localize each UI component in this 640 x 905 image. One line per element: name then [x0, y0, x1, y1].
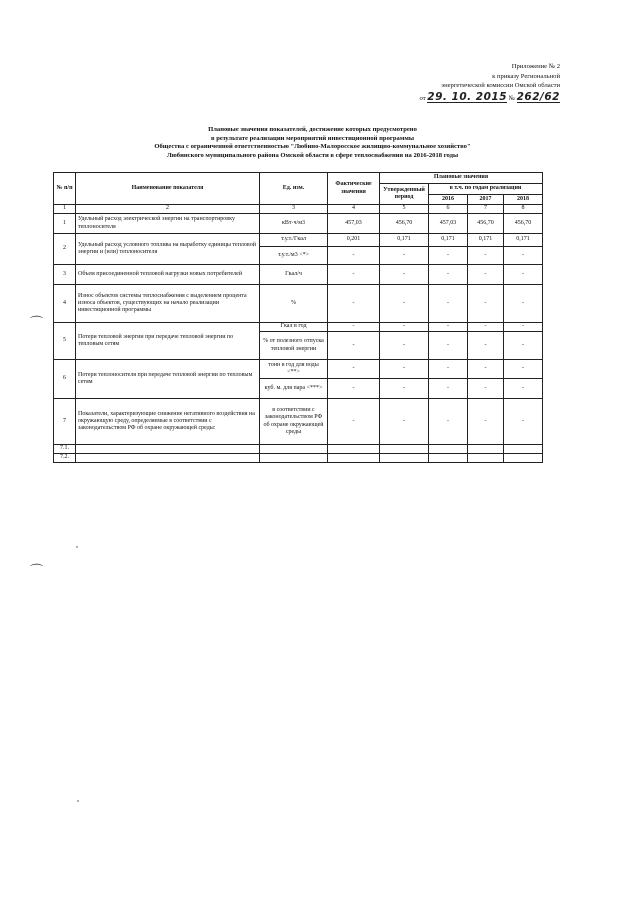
- table-row: [54, 214, 543, 234]
- row-value: -: [468, 399, 504, 445]
- row-value: -: [429, 323, 468, 332]
- table-row: [54, 265, 543, 285]
- empty-cell: [504, 454, 543, 463]
- row-num: 1: [54, 214, 76, 234]
- colnum: 5: [380, 205, 429, 214]
- title-line-2: в результате реализации мероприятий инвестиционной программы: [210, 134, 414, 142]
- row-value: -: [328, 360, 380, 379]
- row-unit: тонн в год для воды <**>: [260, 360, 328, 379]
- row-value: 0,171: [429, 234, 468, 247]
- table-row: [54, 360, 543, 379]
- row-name: Удельный расход условного топлива на выработку единицы тепловой энергии и (или) теплоносителя: [76, 234, 260, 265]
- row-num: 7.1.: [54, 445, 76, 454]
- row-value: -: [328, 399, 380, 445]
- row-value: -: [328, 285, 380, 323]
- row-name: Износ объектов системы теплоснабжения с выделением процента износа объектов, существующих на начало реализации инвестиционной программы: [76, 285, 260, 323]
- row-unit: куб. м. для пара <***>: [260, 379, 328, 399]
- colnum: 7: [468, 205, 504, 214]
- row-value: -: [328, 379, 380, 399]
- row-value: -: [468, 265, 504, 285]
- title-line-1: Плановые значения показателей, достижение которых предусмотрено: [208, 126, 417, 133]
- indicators-table: [53, 172, 543, 463]
- row-num: 7: [54, 399, 76, 445]
- row-value: -: [504, 265, 543, 285]
- row-name: Потери теплоносителя при передаче тепловой энергии по тепловым сетям: [76, 360, 260, 399]
- row-num: 3: [54, 265, 76, 285]
- row-value: -: [429, 285, 468, 323]
- row-num: 4: [54, 285, 76, 323]
- header-approved: Утвержденный период: [380, 184, 429, 205]
- colnum: 6: [429, 205, 468, 214]
- row-value: -: [504, 285, 543, 323]
- row-value: -: [429, 379, 468, 399]
- empty-cell: [429, 445, 468, 454]
- header-2017: 2017: [468, 195, 504, 205]
- row-value: 0,171: [380, 234, 429, 247]
- row-value: -: [504, 247, 543, 265]
- row-value: -: [504, 332, 543, 360]
- row-value: -: [328, 323, 380, 332]
- row-value: 0,171: [468, 234, 504, 247]
- row-value: 0,201: [328, 234, 380, 247]
- empty-cell: [260, 445, 328, 454]
- title-line-3: Общества с ограниченной ответственностью "Любино-Малоросское жилищно-коммунальное хозяйство": [154, 143, 471, 151]
- row-unit: в соответствии с законодательством РФ об охране окружающей среды: [260, 399, 328, 445]
- empty-cell: [429, 454, 468, 463]
- row-value: -: [504, 323, 543, 332]
- empty-cell: [468, 445, 504, 454]
- row-name: Удельный расход электрической энергии на транспортировку теплоносителя: [76, 214, 260, 234]
- row-unit: т.у.т./м3 <*>: [260, 247, 328, 265]
- from-label: от: [419, 94, 426, 102]
- empty-cell: [468, 454, 504, 463]
- title-line-4: Любинского муниципального района Омской области в сфере теплоснабжения на 2016-2018 годы: [166, 151, 459, 159]
- table-row: [54, 285, 543, 323]
- punch-mark: ⌒: [30, 564, 44, 579]
- handwritten-order-date: 29. 10. 2015: [427, 90, 508, 103]
- row-value: 456,70: [380, 214, 429, 234]
- row-value: 456,70: [504, 214, 543, 234]
- header-2016: 2016: [429, 195, 468, 205]
- empty-cell: [76, 454, 260, 463]
- row-value: -: [429, 332, 468, 360]
- row-unit: т.у.т./Гкал: [260, 234, 328, 247]
- row-value: 0,171: [504, 234, 543, 247]
- order-date-line: [400, 92, 560, 104]
- header-unit: Ед. изм.: [260, 173, 328, 205]
- row-num: 7.2.: [54, 454, 76, 463]
- scan-speck: [77, 800, 79, 802]
- empty-cell: [260, 454, 328, 463]
- row-value: 456,70: [468, 214, 504, 234]
- row-value: -: [429, 360, 468, 379]
- row-name: Потери тепловой энергии при передаче тепловой энергии по тепловым сетям: [76, 323, 260, 360]
- number-label: №: [508, 94, 515, 102]
- row-value: -: [504, 360, 543, 379]
- row-value: -: [328, 247, 380, 265]
- punch-mark: ⌒: [30, 316, 44, 331]
- row-value: -: [504, 399, 543, 445]
- colnum: 8: [504, 205, 543, 214]
- header-2018: 2018: [504, 195, 543, 205]
- empty-cell: [380, 445, 429, 454]
- row-num: 6: [54, 360, 76, 399]
- colnum: 4: [328, 205, 380, 214]
- row-name: Показатели, характеризующие снижение негативного воздействия на окружающую среду, определяемые в соответствии с законодательством РФ об охране окружающей среды:: [76, 399, 260, 445]
- appendix-header: [400, 62, 560, 103]
- row-value: -: [380, 247, 429, 265]
- empty-cell: [328, 454, 380, 463]
- row-value: -: [468, 323, 504, 332]
- row-value: -: [504, 379, 543, 399]
- document-title: [100, 126, 525, 160]
- row-value: -: [429, 247, 468, 265]
- row-value: 457,03: [328, 214, 380, 234]
- row-unit: кВт·ч/м3: [260, 214, 328, 234]
- row-value: -: [380, 323, 429, 332]
- row-value: -: [429, 399, 468, 445]
- table-row: [54, 323, 543, 332]
- header-fact: Фактические значения: [328, 173, 380, 205]
- row-unit: %: [260, 285, 328, 323]
- row-value: -: [468, 332, 504, 360]
- handwritten-order-number: 262/62: [516, 90, 560, 103]
- row-unit: % от полезного отпуска тепловой энергии: [260, 332, 328, 360]
- appendix-commission: энергетической комиссии Омской области: [441, 82, 560, 90]
- row-value: 457,03: [429, 214, 468, 234]
- table-row: [54, 399, 543, 445]
- row-value: -: [468, 285, 504, 323]
- row-value: -: [380, 379, 429, 399]
- row-unit: Гкал/ч: [260, 265, 328, 285]
- row-unit: Гкал в год: [260, 323, 328, 332]
- header-name: Наименование показателя: [76, 173, 260, 205]
- row-value: -: [380, 332, 429, 360]
- row-value: -: [328, 332, 380, 360]
- header-num: № п/п: [54, 173, 76, 205]
- table-row: [54, 234, 543, 247]
- row-value: -: [380, 399, 429, 445]
- row-value: -: [468, 379, 504, 399]
- table-row: [54, 445, 543, 454]
- row-num: 5: [54, 323, 76, 360]
- colnum: 2: [76, 205, 260, 214]
- appendix-order-ref: к приказу Региональной: [492, 72, 560, 80]
- row-value: -: [380, 360, 429, 379]
- appendix-number: Приложение № 2: [511, 63, 560, 70]
- row-value: -: [468, 247, 504, 265]
- empty-cell: [504, 445, 543, 454]
- row-value: -: [468, 360, 504, 379]
- colnum: 3: [260, 205, 328, 214]
- column-number-row: [54, 205, 543, 214]
- row-value: -: [380, 265, 429, 285]
- empty-cell: [380, 454, 429, 463]
- empty-cell: [76, 445, 260, 454]
- row-value: -: [328, 265, 380, 285]
- table-row: [54, 454, 543, 463]
- row-num: 2: [54, 234, 76, 265]
- scan-speck: [76, 546, 78, 548]
- row-value: -: [429, 265, 468, 285]
- row-name: Объем присоединенной тепловой нагрузки новых потребителей: [76, 265, 260, 285]
- row-value: -: [380, 285, 429, 323]
- header-by-years: в т.ч. по годам реализации: [429, 184, 543, 195]
- header-plan: Плановые значения: [380, 173, 543, 184]
- empty-cell: [328, 445, 380, 454]
- colnum: 1: [54, 205, 76, 214]
